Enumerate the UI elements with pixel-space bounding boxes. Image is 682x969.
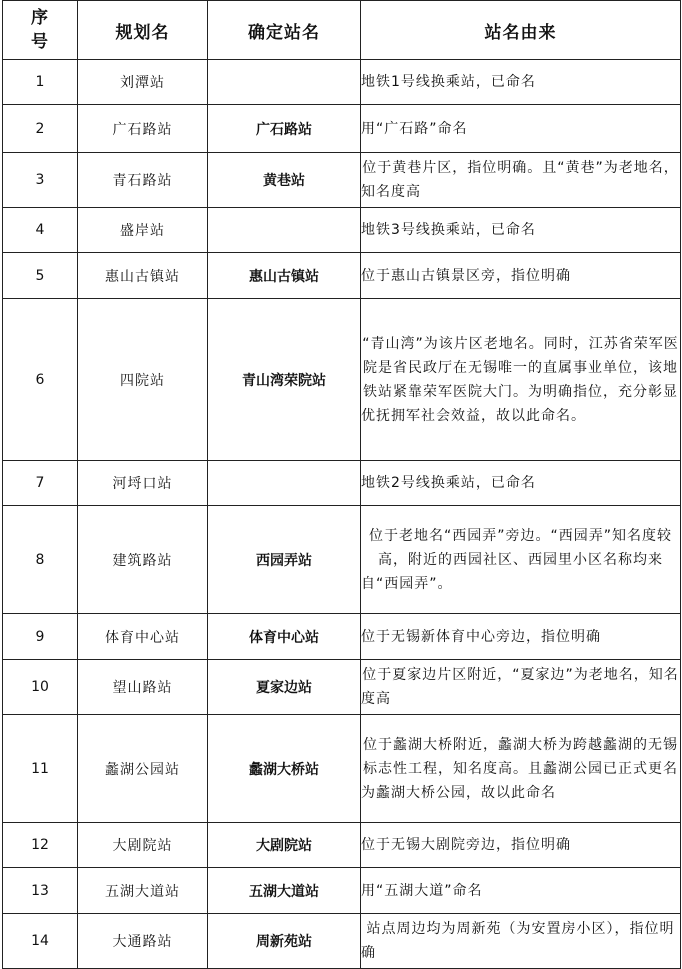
planned-name: 五湖大道站	[78, 868, 208, 914]
table-row	[3, 868, 681, 914]
row-number: 3	[3, 153, 78, 208]
row-number: 5	[3, 253, 78, 299]
table-row	[3, 253, 681, 299]
name-origin: 位于老地名“西园弄”旁边。“西园弄”知名度较高，附近的西园社区、西园里小区名称均来自“西园弄”。	[361, 506, 681, 614]
header-planned-name: 规划名	[78, 1, 208, 60]
row-number: 7	[3, 461, 78, 506]
header-name-origin: 站名由来	[361, 1, 681, 60]
row-number: 2	[3, 105, 78, 153]
planned-name: 河埒口站	[78, 461, 208, 506]
planned-name: 广石路站	[78, 105, 208, 153]
station-name-table	[2, 0, 681, 969]
name-origin: 地铁1号线换乘站，已命名	[361, 60, 681, 105]
planned-name: 蠡湖公园站	[78, 715, 208, 823]
row-number: 13	[3, 868, 78, 914]
row-number: 1	[3, 60, 78, 105]
row-number: 8	[3, 506, 78, 614]
final-name: 五湖大道站	[208, 868, 361, 914]
planned-name: 建筑路站	[78, 506, 208, 614]
final-name: 惠山古镇站	[208, 253, 361, 299]
row-number: 12	[3, 823, 78, 868]
name-origin: 地铁2号线换乘站，已命名	[361, 461, 681, 506]
planned-name: 四院站	[78, 299, 208, 461]
final-name: 黄巷站	[208, 153, 361, 208]
header-row	[3, 1, 681, 60]
name-origin: 位于无锡大剧院旁边，指位明确	[361, 823, 681, 868]
final-name	[208, 208, 361, 253]
name-origin: 位于夏家边片区附近，“夏家边”为老地名，知名度高	[361, 660, 681, 715]
name-origin: 位于蠡湖大桥附近，蠡湖大桥为跨越蠡湖的无锡标志性工程，知名度高。且蠡湖公园已正式更名为蠡湖大桥公园，故以此命名	[361, 715, 681, 823]
planned-name: 体育中心站	[78, 614, 208, 660]
table-row	[3, 715, 681, 823]
table-row	[3, 461, 681, 506]
final-name: 大剧院站	[208, 823, 361, 868]
table-row	[3, 614, 681, 660]
header-seq-line2: 号	[31, 32, 49, 52]
row-number: 6	[3, 299, 78, 461]
row-number: 11	[3, 715, 78, 823]
final-name: 西园弄站	[208, 506, 361, 614]
final-name	[208, 461, 361, 506]
final-name	[208, 60, 361, 105]
planned-name: 大通路站	[78, 914, 208, 969]
header-seq	[3, 1, 78, 60]
table-row	[3, 914, 681, 969]
name-origin: 地铁3号线换乘站，已命名	[361, 208, 681, 253]
final-name: 体育中心站	[208, 614, 361, 660]
name-origin: 用“五湖大道”命名	[361, 868, 681, 914]
name-origin: “青山湾”为该片区老地名。同时，江苏省荣军医院是省民政厅在无锡唯一的直属事业单位，该地铁站紧靠荣军医院大门。为明确指位，充分彰显优抚拥军社会效益，故以此命名。	[361, 299, 681, 461]
final-name: 周新苑站	[208, 914, 361, 969]
planned-name: 大剧院站	[78, 823, 208, 868]
name-origin: 位于黄巷片区，指位明确。且“黄巷”为老地名，知名度高	[361, 153, 681, 208]
row-number: 4	[3, 208, 78, 253]
table-row	[3, 105, 681, 153]
table-row	[3, 506, 681, 614]
table-row	[3, 60, 681, 105]
name-origin: 位于惠山古镇景区旁，指位明确	[361, 253, 681, 299]
final-name: 夏家边站	[208, 660, 361, 715]
table-row	[3, 299, 681, 461]
table-row	[3, 823, 681, 868]
planned-name: 惠山古镇站	[78, 253, 208, 299]
name-origin: 位于无锡新体育中心旁边，指位明确	[361, 614, 681, 660]
row-number: 9	[3, 614, 78, 660]
final-name: 蠡湖大桥站	[208, 715, 361, 823]
planned-name: 盛岸站	[78, 208, 208, 253]
final-name: 青山湾荣院站	[208, 299, 361, 461]
name-origin: 用“广石路”命名	[361, 105, 681, 153]
final-name: 广石路站	[208, 105, 361, 153]
header-final-name: 确定站名	[208, 1, 361, 60]
table-row	[3, 153, 681, 208]
planned-name: 青石路站	[78, 153, 208, 208]
planned-name: 刘潭站	[78, 60, 208, 105]
table-row	[3, 208, 681, 253]
planned-name: 望山路站	[78, 660, 208, 715]
row-number: 14	[3, 914, 78, 969]
table-row	[3, 660, 681, 715]
name-origin: 站点周边均为周新苑（为安置房小区），指位明确	[361, 914, 681, 969]
header-seq-line1: 序	[31, 8, 49, 28]
row-number: 10	[3, 660, 78, 715]
